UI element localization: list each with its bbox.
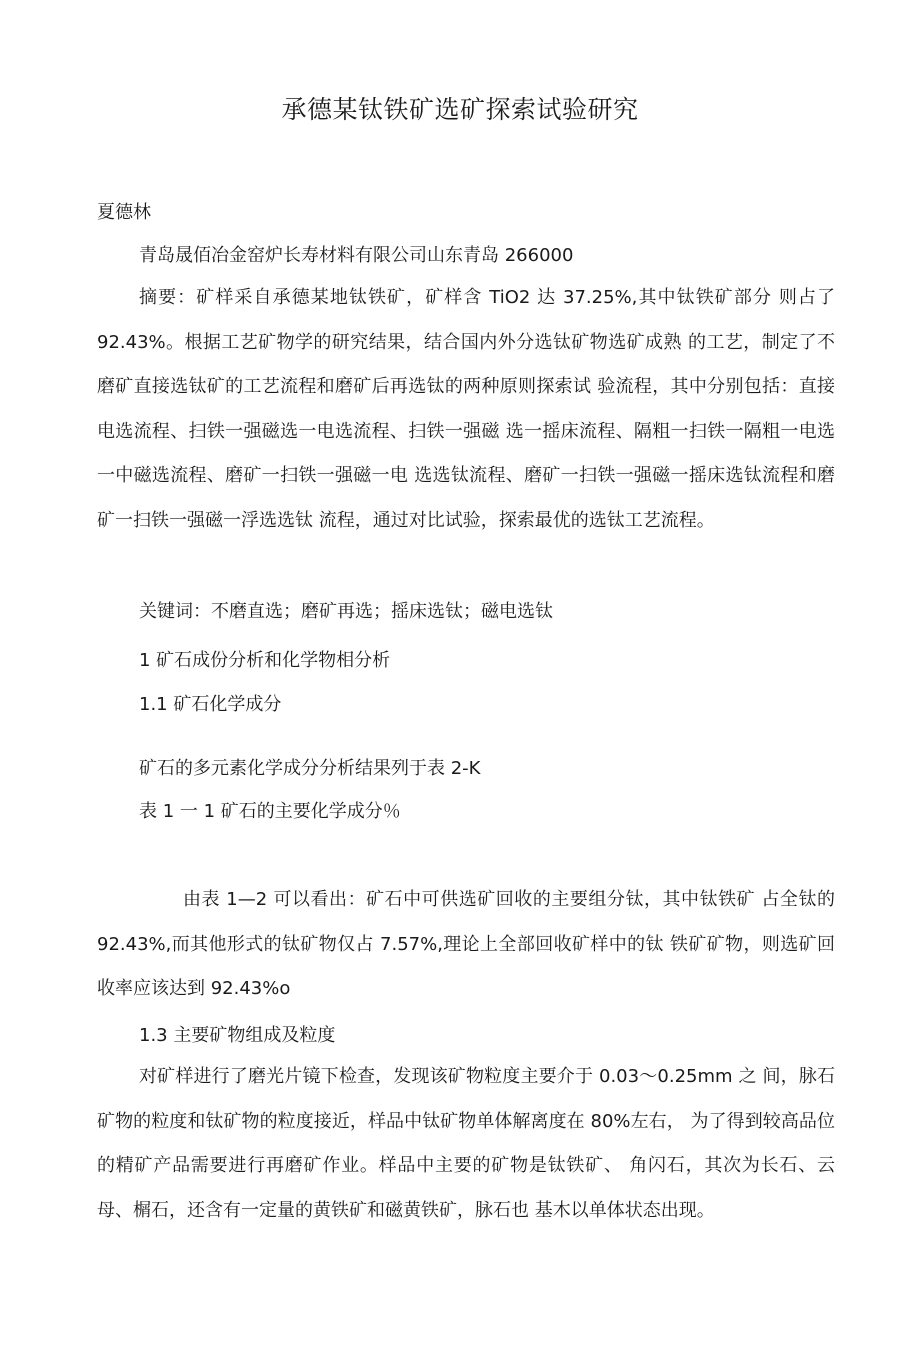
paper-title: 承德某钛铁矿选矿探索试验研究 [281, 95, 639, 124]
table-reference-text: 矿石的多元素化学成分分析结果列于表 2-K [139, 758, 481, 779]
author-affiliation: 青岛晟佰冶金窑炉长寿材料有限公司山东青岛 266000 [139, 245, 574, 266]
keywords-line: 关键词：不磨直选；磨矿再选；摇床选钛；磁电选钛 [139, 601, 553, 622]
result-paragraph: 由表 1—2 可以看出：矿石中可供选矿回收的主要组分钛，其中钛铁矿 占全钛的 92.43%,而其他形式的钛矿物仅占 7.57%,理论上全部回收矿样中的钛 铁矿矿物，则选矿回收率应该达到 92.43%o [97, 889, 835, 999]
section-heading-1-1: 1.1 矿石化学成分 [139, 694, 282, 715]
section-heading-1-3: 1.3 主要矿物组成及粒度 [139, 1025, 336, 1046]
table-caption: 表 1 一 1 矿石的主要化学成分％ [139, 801, 401, 822]
mineral-paragraph: 对矿样进行了磨光片镜下检查，发现该矿物粒度主要介于 0.03～0.25mm 之 间，脉石矿物的粒度和钛矿物的粒度接近，样品中钛矿物单体解离度在 80%左右， 为了得到较高品位的精矿产品需要进行再磨矿作业。样品中主要的矿物是钛铁矿、 角闪石，其次为长石、云母、榍石，还含有一定量的黄铁矿和磁黄铁矿，脉石也 基木以单体状态出现。 [97, 1066, 835, 1221]
abstract-paragraph: 摘要：矿样采自承德某地钛铁矿，矿样含 TiO2 达 37.25%,其中钛铁矿部分 则占了 92.43%。根据工艺矿物学的研究结果，结合国内外分选钛矿物选矿成熟 的工艺，制定了不磨矿直接选钛矿的工艺流程和磨矿后再选钛的两种原则探索试 验流程，其中分别包括：直接电选流程、扫铁一强磁选一电选流程、扫铁一强磁 选一摇床流程、隔粗一扫铁一隔粗一电选一中磁选流程、磨矿一扫铁一强磁一电 选选钛流程、磨矿一扫铁一强磁一摇床选钛流程和磨矿一扫铁一强磁一浮选选钛 流程，通过对比试验，探索最优的选钛工艺流程。 [97, 287, 835, 531]
section-heading-1: 1 矿石成份分析和化学物相分析 [139, 650, 391, 671]
author-name: 夏德林 [97, 202, 151, 223]
